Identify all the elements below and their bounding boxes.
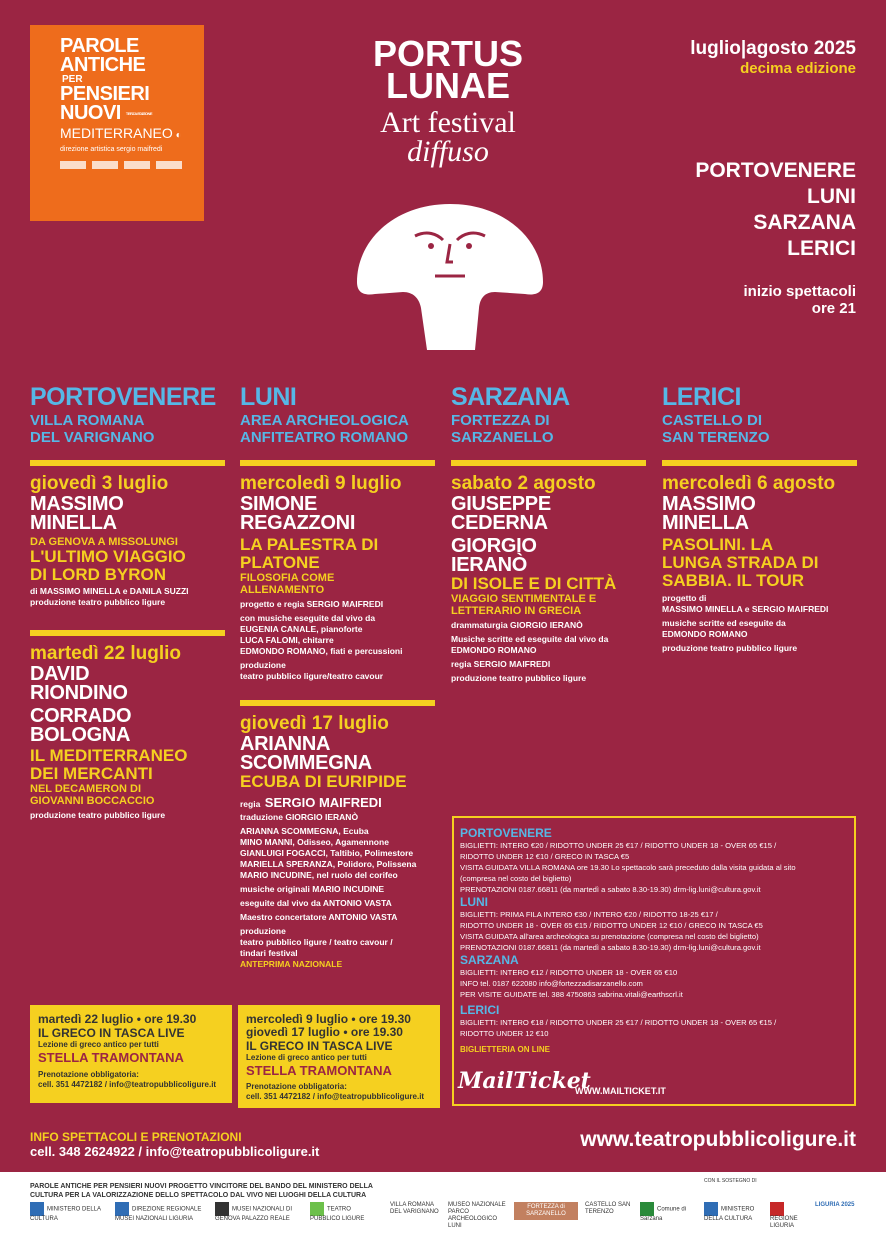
- event-regazzoni-platone: [240, 473, 440, 682]
- event-credit: Musiche scritte ed eseguite dal vivo da: [451, 634, 609, 644]
- greco-speaker: STELLA TRAMONTANA: [38, 1050, 184, 1065]
- venue-sub: CASTELLO DI: [662, 412, 762, 429]
- event-title: PASOLINI. LA: [662, 535, 774, 554]
- event-credit: MINO MANNI, Odisseo, Agamennone: [240, 837, 389, 847]
- info-line: VISITA GUIDATA VILLA ROMANA ore 19.30 Lo spettacolo sarà preceduto dalla visita guidata al sito: [460, 863, 796, 872]
- info-line: BIGLIETTI: INTERO €20 / RIDOTTO UNDER 25 €17 / RIDOTTO UNDER 18 - OVER 65 €15 /: [460, 841, 777, 850]
- event-date: giovedì 17 luglio: [240, 713, 389, 734]
- event-credit: produzione teatro pubblico ligure: [451, 673, 587, 683]
- logo-comune-sarzana: Comune di Sarzana: [640, 1202, 695, 1223]
- event-credit: tindari festival: [240, 948, 298, 958]
- greco-title: IL GRECO IN TASCA LIVE: [38, 1026, 185, 1040]
- performer-name: IERANÒ: [451, 554, 527, 576]
- event-subtitle: GIOVANNI BOCCACCIO: [30, 795, 155, 807]
- venue-luni: [240, 383, 445, 446]
- performer-name: CORRADO: [30, 705, 132, 727]
- event-credit: teatro pubblico ligure/teatro cavour: [240, 671, 384, 681]
- event-credit: EUGENIA CANALE, pianoforte: [240, 624, 363, 634]
- divider: [451, 460, 646, 466]
- event-title: DEI MERCANTI: [30, 764, 153, 783]
- greco-box-2: [238, 1005, 440, 1108]
- venue-name: LERICI: [662, 383, 741, 411]
- event-credit: progetto e regia SERGIO MAIFREDI: [240, 599, 384, 609]
- event-title: IL MEDITERRANEO: [30, 746, 188, 765]
- event-title: PLATONE: [240, 553, 320, 572]
- town-item: PORTOVENERE: [695, 159, 856, 182]
- greco-booking: Prenotazione obbligatoria:: [38, 1070, 139, 1079]
- edition-label: decima edizione: [740, 60, 856, 77]
- event-credit: ARIANNA SCOMMEGNA, Ecuba: [240, 826, 369, 836]
- info-heading: SARZANA: [460, 953, 519, 967]
- event-credit: produzione: [240, 926, 286, 936]
- mailticket-logo[interactable]: MailTicket: [458, 1068, 591, 1094]
- performer-name: ARIANNA: [240, 733, 331, 755]
- logo-line: NUOVI TERZA EDIZIONE: [60, 102, 153, 124]
- event-subtitle: FILOSOFIA COME: [240, 572, 335, 584]
- ticket-info-box: [452, 816, 856, 1106]
- event-credit: EDMONDO ROMANO: [451, 645, 537, 655]
- event-credit: MARIO INCUDINE, nel ruolo del corifeo: [240, 870, 398, 880]
- event-title: L'ULTIMO VIAGGIO: [30, 547, 186, 566]
- sostegno-label: CON IL SOSTEGNO DI: [704, 1178, 757, 1184]
- event-cederna-ierano: [451, 473, 651, 684]
- event-credit: MASSIMO MINELLA e SERGIO MAIFREDI: [662, 604, 829, 614]
- logo-sarzanello: FORTEZZA di SARZANELLO: [514, 1202, 578, 1220]
- festival-dates: [690, 38, 856, 77]
- info-line: PRENOTAZIONI 0187.66811 (da martedì a sabato 8.30-19.30) drm-lig.luni@cultura.gov.it: [460, 885, 761, 894]
- event-credit: produzione: [240, 660, 286, 670]
- footer: [0, 1172, 886, 1252]
- logo-tpl: TEATRO PUBBLICO LIGURE: [310, 1202, 370, 1223]
- event-riondino-bologna: [30, 643, 230, 821]
- event-credit: musiche scritte ed eseguite da: [662, 618, 786, 628]
- greco-booking: Prenotazione obbligatoria:: [246, 1082, 347, 1091]
- divider: [30, 460, 225, 466]
- info-title: INFO SPETTACOLI E PRENOTAZIONI: [30, 1130, 242, 1144]
- info-line: (compresa nel costo del biglietto): [460, 874, 572, 883]
- mask-logo-icon: [355, 200, 545, 352]
- info-contacts: [30, 1130, 319, 1159]
- event-date: mercoledì 9 luglio: [240, 473, 402, 494]
- start-time: [743, 283, 856, 317]
- event-credit: EDMONDO ROMANO: [662, 629, 748, 639]
- event-credit: di MASSIMO MINELLA e DANILA SUZZI: [30, 586, 189, 596]
- venue-sub: DEL VARIGNANO: [30, 429, 155, 446]
- event-title: DI ISOLE E DI CITTÀ: [451, 574, 617, 593]
- venue-name: SARZANA: [451, 383, 570, 411]
- event-subtitle: LETTERARIO IN GRECIA: [451, 605, 582, 617]
- venue-sub: SAN TERENZO: [662, 429, 770, 446]
- logo-line: PENSIERI: [60, 83, 150, 105]
- event-subtitle: DA GENOVA A MISSOLUNGI: [30, 536, 178, 548]
- info-line: RIDOTTO UNDER 18 - OVER 65 €15 / RIDOTTO UNDER 12 €10 / GRECO IN TASCA €5: [460, 921, 763, 930]
- town-item: SARZANA: [753, 211, 856, 234]
- performer-name: MINELLA: [662, 512, 749, 534]
- sponsor-logos: [60, 161, 194, 171]
- event-credit: produzione teatro pubblico ligure: [662, 643, 798, 653]
- performer-name: DAVID: [30, 663, 90, 685]
- logo-musei-liguria: DIREZIONE REGIONALE MUSEI NAZIONALI LIGURIA: [115, 1202, 210, 1223]
- mailticket-link[interactable]: WWW.MAILTICKET.IT: [575, 1086, 666, 1096]
- event-subtitle: ALLENAMENTO: [240, 584, 325, 596]
- divider: [240, 700, 435, 706]
- performer-name: GIORGIO: [451, 535, 537, 557]
- logo-line: PER: [62, 74, 83, 85]
- event-minella-pasolini: [662, 473, 862, 654]
- performer-name: BOLOGNA: [30, 724, 131, 746]
- performer-name: MINELLA: [30, 512, 117, 534]
- info-line: INFO tel. 0187 622080 info@fortezzadisarzanello.com: [460, 979, 643, 988]
- event-credit: GIANLUIGI FOGACCI, Taltibio, Polimestore: [240, 848, 414, 858]
- greco-date: martedì 22 luglio • ore 19.30: [38, 1012, 197, 1026]
- event-credit: LUCA FALOMI, chitarre: [240, 635, 334, 645]
- venue-sub: ANFITEATRO ROMANO: [240, 429, 409, 446]
- mediterraneo-label: MEDITERRANEO ◐: [60, 125, 182, 142]
- divider: [240, 460, 435, 466]
- logo-varignano: VILLA ROMANA DEL VARIGNANO: [390, 1202, 439, 1215]
- event-credit: musiche originali MARIO INCUDINE: [240, 884, 385, 894]
- event-credit: traduzione GIORGIO IERANÒ: [240, 812, 359, 822]
- event-credit: drammaturgia GIORGIO IERANÒ: [451, 620, 583, 630]
- edition-small: TERZA EDIZIONE: [125, 111, 153, 117]
- performer-name: MASSIMO: [662, 493, 756, 515]
- event-regia: regia SERGIO MAIFREDI: [240, 795, 382, 810]
- subtitle-diffuso: diffuso: [407, 135, 489, 168]
- performer-name: SIMONE: [240, 493, 318, 515]
- event-credit: produzione teatro pubblico ligure: [30, 810, 166, 820]
- event-credit: Maestro concertatore ANTONIO VASTA: [240, 912, 398, 922]
- info-line: RIDOTTO UNDER 12 €10: [460, 1029, 549, 1038]
- event-credit: regia SERGIO MAIFREDI: [451, 659, 551, 669]
- town-item: LUNI: [807, 185, 856, 208]
- performer-name: CEDERNA: [451, 512, 548, 534]
- greco-desc: Lezione di greco antico per tutti: [246, 1053, 367, 1062]
- greco-box-1: [30, 1005, 232, 1103]
- event-credit: eseguite dal vivo da ANTONIO VASTA: [240, 898, 392, 908]
- info-line: PRENOTAZIONI 0187.66811 (da martedì a sabato 8.30-19.30) drm-lig.luni@cultura.gov.it: [460, 943, 761, 952]
- info-line: PER VISITE GUIDATE tel. 388 4750863 sabrina.vitali@earthscrl.it: [460, 990, 683, 999]
- divider: [662, 460, 857, 466]
- event-title: DI LORD BYRON: [30, 565, 166, 584]
- festival-logo-box: [30, 25, 204, 221]
- logo-liguria-2025: LIGURIA 2025: [815, 1202, 855, 1208]
- logo-luni: MUSEO NAZIONALE PARCO ARCHEOLOGICO LUNI: [448, 1202, 506, 1229]
- director-label: direzione artistica sergio maifredi: [60, 146, 163, 154]
- greco-speaker: STELLA TRAMONTANA: [246, 1063, 392, 1078]
- venue-sarzana: [451, 383, 656, 446]
- event-date: mercoledì 6 agosto: [662, 473, 836, 494]
- logo-palazzo-reale: MUSEI NAZIONALI DI GENOVA PALAZZO REALE: [215, 1202, 295, 1223]
- logo-line: PAROLE: [60, 35, 139, 57]
- info-contact-line[interactable]: cell. 348 2624922 / info@teatropubblicoligure.it: [30, 1144, 320, 1159]
- event-title: SABBIA. IL TOUR: [662, 571, 804, 590]
- greco-contact: cell. 351 4472182 / info@teatropubblicoligure.it: [38, 1080, 217, 1089]
- info-line: RIDOTTO UNDER 12 €10 / GRECO IN TASCA €5: [460, 852, 630, 861]
- event-date: sabato 2 agosto: [451, 473, 596, 494]
- performer-name: GIUSEPPE: [451, 493, 551, 515]
- event-credit: con musiche eseguite dal vivo da: [240, 613, 376, 623]
- venue-lerici: [662, 383, 867, 446]
- info-heading: PORTOVENERE: [460, 826, 552, 840]
- anteprima-label: ANTEPRIMA NAZIONALE: [240, 959, 343, 969]
- info-line: BIGLIETTI: INTERO €12 / RIDOTTO UNDER 18 - OVER 65 €10: [460, 968, 678, 977]
- footer-text: PAROLE ANTICHE PER PENSIERI NUOVI PROGETTO VINCITORE DEL BANDO DEL MINISTERO DELLA CULTURA PER LA VALORIZZAZIONE DELLO SPETTACOLO DAL VIVO NEI LUOGHI DELLA CULTURA: [30, 1183, 373, 1199]
- greco-title: IL GRECO IN TASCA LIVE: [246, 1039, 393, 1053]
- logo-san-terenzo: CASTELLO SAN TERENZO: [585, 1202, 631, 1215]
- venue-sub: SARZANELLO: [451, 429, 554, 446]
- divider: [30, 630, 225, 636]
- event-date: martedì 22 luglio: [30, 643, 181, 664]
- info-heading: LERICI: [460, 1003, 500, 1017]
- town-item: LERICI: [787, 237, 856, 260]
- title-line1: PORTUS: [372, 33, 523, 74]
- event-subtitle: VIAGGIO SENTIMENTALE E: [451, 593, 597, 605]
- info-line: BIGLIETTI: PRIMA FILA INTERO €30 / INTERO €20 / RIDOTTO 18-25 €17 /: [460, 910, 718, 919]
- venue-sub: VILLA ROMANA: [30, 412, 145, 429]
- info-line: BIGLIETTI: INTERO €18 / RIDOTTO UNDER 25 €17 / RIDOTTO UNDER 18 - OVER 65 €15 /: [460, 1018, 777, 1027]
- performer-name: RIONDINO: [30, 682, 128, 704]
- performer-name: SCOMMEGNA: [240, 752, 372, 774]
- venue-name: PORTOVENERE: [30, 383, 216, 411]
- greco-date: giovedì 17 luglio • ore 19.30: [246, 1025, 403, 1039]
- performer-name: MASSIMO: [30, 493, 124, 515]
- dates-label: luglio|agosto 2025: [690, 38, 856, 59]
- event-title: ECUBA DI EURIPIDE: [240, 772, 407, 791]
- logo-mic-2: MINISTERO DELLA CULTURA: [704, 1202, 764, 1223]
- event-date: giovedì 3 luglio: [30, 473, 169, 494]
- title-line2: LUNAE: [386, 65, 510, 106]
- greco-date: mercoledì 9 luglio • ore 19.30: [246, 1012, 411, 1026]
- venue-sub: AREA ARCHEOLOGICA: [240, 412, 409, 429]
- festival-title: [348, 33, 548, 168]
- info-line: VISITA GUIDATA all'area archeologica su prenotazione (compresa nel costo del biglietto): [460, 932, 759, 941]
- logo-mic: MINISTERO DELLA CULTURA: [30, 1202, 110, 1223]
- logo-regione-liguria: REGIONE LIGURIA: [770, 1202, 810, 1230]
- start-line: ore 21: [811, 300, 856, 317]
- event-scommegna-ecuba: [240, 713, 440, 970]
- performer-name: REGAZZONI: [240, 512, 356, 534]
- event-subtitle: NEL DECAMERON DI: [30, 783, 142, 795]
- event-credit: teatro pubblico ligure / teatro cavour /: [240, 937, 393, 947]
- subtitle-art-festival: Art festival: [380, 106, 516, 139]
- website-link[interactable]: www.teatropubblicoligure.it: [580, 1128, 856, 1151]
- event-credit: MARIELLA SPERANZA, Polidoro, Polissena: [240, 859, 417, 869]
- online-ticket-label: BIGLIETTERIA ON LINE: [460, 1045, 550, 1054]
- greco-desc: Lezione di greco antico per tutti: [38, 1040, 159, 1049]
- event-title: LUNGA STRADA DI: [662, 553, 819, 572]
- start-line: inizio spettacoli: [743, 283, 856, 300]
- event-credit: progetto di: [662, 593, 707, 603]
- event-title: LA PALESTRA DI: [240, 535, 379, 554]
- event-credit: produzione teatro pubblico ligure: [30, 597, 166, 607]
- event-minella-byron: [30, 473, 230, 608]
- logo-line: ANTICHE: [60, 54, 146, 76]
- venue-portovenere: [30, 383, 235, 446]
- greco-contact: cell. 351 4472182 / info@teatropubblicoligure.it: [246, 1092, 425, 1101]
- event-credit: EDMONDO ROMANO, fiati e percussioni: [240, 646, 403, 656]
- venue-sub: FORTEZZA DI: [451, 412, 550, 429]
- towns-list: [695, 158, 856, 262]
- venue-name: LUNI: [240, 383, 297, 411]
- info-heading: LUNI: [460, 895, 488, 909]
